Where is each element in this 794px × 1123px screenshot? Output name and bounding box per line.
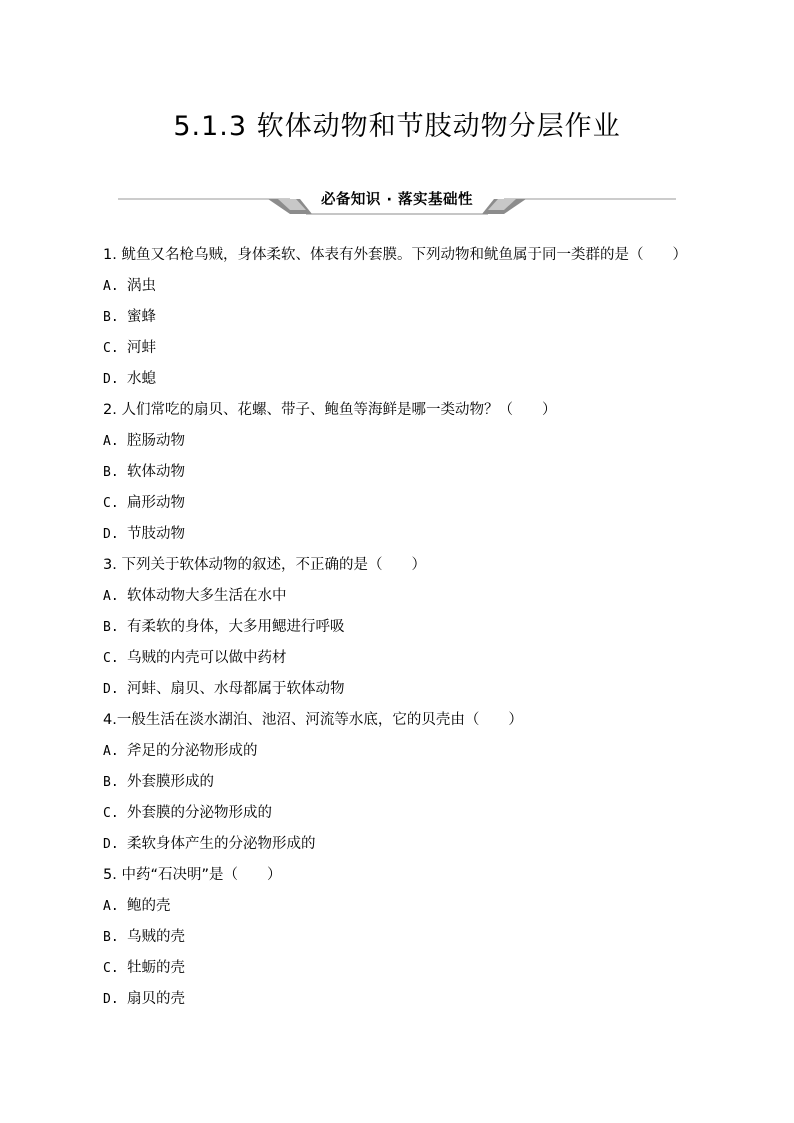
option-row [103, 643, 743, 674]
option-row [103, 922, 743, 953]
option-text: 柔软身体产生的分泌物形成的 [127, 836, 316, 852]
option-row [103, 488, 743, 519]
option-row [103, 271, 743, 302]
option-text: 有柔软的身体，大多用鳃进行呼吸 [127, 619, 345, 635]
option-text: 外套膜形成的 [127, 774, 214, 790]
option-text: 乌贼的内壳可以做中药材 [127, 650, 287, 666]
option-letter: B. [103, 930, 119, 945]
option-row [103, 581, 743, 612]
option-text: 斧足的分泌物形成的 [127, 743, 258, 759]
option-letter: D. [103, 837, 119, 852]
option-text: 涡虫 [127, 278, 156, 294]
option-row [103, 736, 743, 767]
option-text: 蜜蜂 [127, 309, 156, 325]
section-banner [118, 182, 676, 216]
option-text: 扁形动物 [127, 495, 185, 511]
option-letter: B. [103, 310, 119, 325]
question-stem: 4.一般生活在淡水湖泊、池沼、河流等水底，它的贝壳由（ ） [103, 712, 523, 728]
option-text: 乌贼的壳 [127, 929, 185, 945]
option-row [103, 302, 743, 333]
option-text: 软体动物 [127, 464, 185, 480]
option-row [103, 612, 743, 643]
option-row [103, 333, 743, 364]
option-letter: C. [103, 341, 119, 356]
option-letter: A. [103, 744, 119, 759]
option-letter: D. [103, 372, 119, 387]
option-text: 节肢动物 [127, 526, 185, 542]
option-row [103, 457, 743, 488]
option-letter: C. [103, 961, 119, 976]
option-letter: C. [103, 651, 119, 666]
option-text: 软体动物大多生活在水中 [127, 588, 287, 604]
option-row [103, 891, 743, 922]
question-stem: 3. 下列关于软体动物的叙述，不正确的是（ ） [103, 557, 426, 573]
option-letter: D. [103, 527, 119, 542]
option-text: 河蚌 [127, 340, 156, 356]
option-letter: C. [103, 806, 119, 821]
option-row [103, 674, 743, 705]
option-letter: D. [103, 992, 119, 1007]
question-stem: 2. 人们常吃的扇贝、花螺、带子、鲍鱼等海鲜是哪一类动物？（ ） [103, 402, 557, 418]
option-text: 扇贝的壳 [127, 991, 185, 1007]
question-list [103, 240, 743, 1015]
option-letter: B. [103, 465, 119, 480]
option-letter: B. [103, 775, 119, 790]
option-text: 外套膜的分泌物形成的 [127, 805, 272, 821]
option-letter: A. [103, 279, 119, 294]
question-stem: 1. 鱿鱼又名枪乌贼，身体柔软、体表有外套膜。下列动物和鱿鱼属于同一类群的是（ ） [103, 247, 687, 263]
option-row [103, 519, 743, 550]
option-text: 牡蛎的壳 [127, 960, 185, 976]
option-text: 水螅 [127, 371, 156, 387]
option-row [103, 829, 743, 860]
option-row [103, 984, 743, 1015]
option-letter: A. [103, 589, 119, 604]
option-text: 鲍的壳 [127, 898, 171, 914]
section-banner-label: 必备知识 · 落实基础性 [320, 192, 474, 208]
option-letter: B. [103, 620, 119, 635]
option-row [103, 953, 743, 984]
option-row [103, 364, 743, 395]
option-row [103, 767, 743, 798]
option-row [103, 426, 743, 457]
option-letter: D. [103, 682, 119, 697]
option-text: 河蚌、扇贝、水母都属于软体动物 [127, 681, 345, 697]
option-letter: A. [103, 434, 119, 449]
option-letter: A. [103, 899, 119, 914]
option-letter: C. [103, 496, 119, 511]
question-stem: 5. 中药“石决明”是（ ） [103, 867, 282, 883]
option-row [103, 798, 743, 829]
option-text: 腔肠动物 [127, 433, 185, 449]
page-title: 5.1.3 软体动物和节肢动物分层作业 [173, 111, 621, 142]
